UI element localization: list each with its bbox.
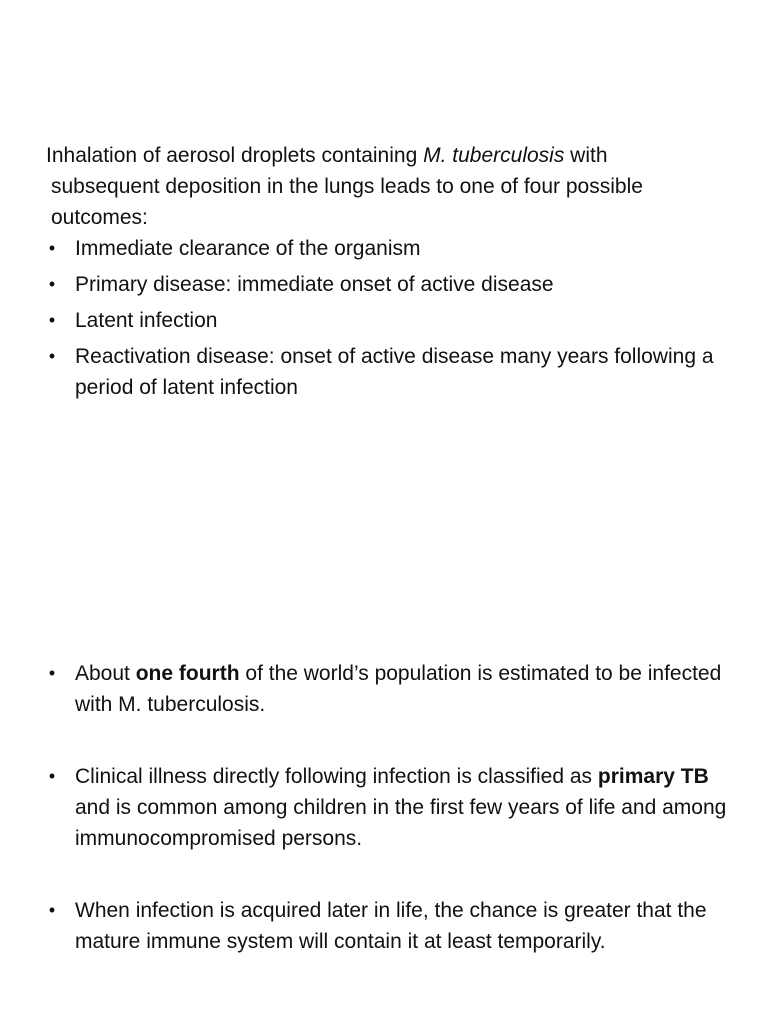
bullet-icon: • [48,346,56,366]
facts-section [46,658,746,998]
outcome-text-1: Immediate clearance of the organism [75,237,421,260]
fact2-bold: primary TB [597,765,709,788]
intro-line-3: outcomes: [51,206,148,229]
outcome-item-1 [46,233,746,264]
outcome-item-2 [46,269,746,300]
intro-line-2: subsequent deposition in the lungs leads to one of four possible [51,175,643,198]
intro-organism: M. tuberculosis [423,144,565,167]
bullet-icon: • [48,900,56,920]
fact2-before: Clinical illness directly following infection is classified as [75,765,593,788]
outcome-text-4: Reactivation disease: onset of active disease many years following a period of latent infection [75,345,714,399]
fact-item-3 [46,895,746,957]
fact-item-1 [46,658,746,720]
bullet-icon: • [48,238,56,258]
outcomes-list [46,233,746,403]
outcome-item-3 [46,305,746,336]
intro-section [46,140,746,408]
fact-item-2 [46,761,746,854]
bullet-icon: • [48,310,56,330]
fact1-before: About [75,662,130,685]
fact1-bold: one fourth [135,662,240,685]
intro-line-1 [46,140,746,171]
outcome-text-2: Primary disease: immediate onset of active disease [75,273,554,296]
bullet-icon: • [48,766,56,786]
facts-list [46,658,746,957]
bullet-icon: • [48,274,56,294]
intro-prefix: Inhalation of aerosol droplets containing [46,144,418,167]
outcome-item-4 [46,341,746,403]
fact2-after: and is common among children in the first few years of life and among immunocompromised persons. [75,796,727,850]
outcome-text-3: Latent infection [75,309,218,332]
fact3-text: When infection is acquired later in life, the chance is greater that the mature immune system will contain it at least temporarily. [75,899,707,953]
bullet-icon: • [48,663,56,683]
intro-suffix: with [570,144,608,167]
fact1-after: of the world’s population is estimated to be infected with M. tuberculosis. [75,662,722,716]
